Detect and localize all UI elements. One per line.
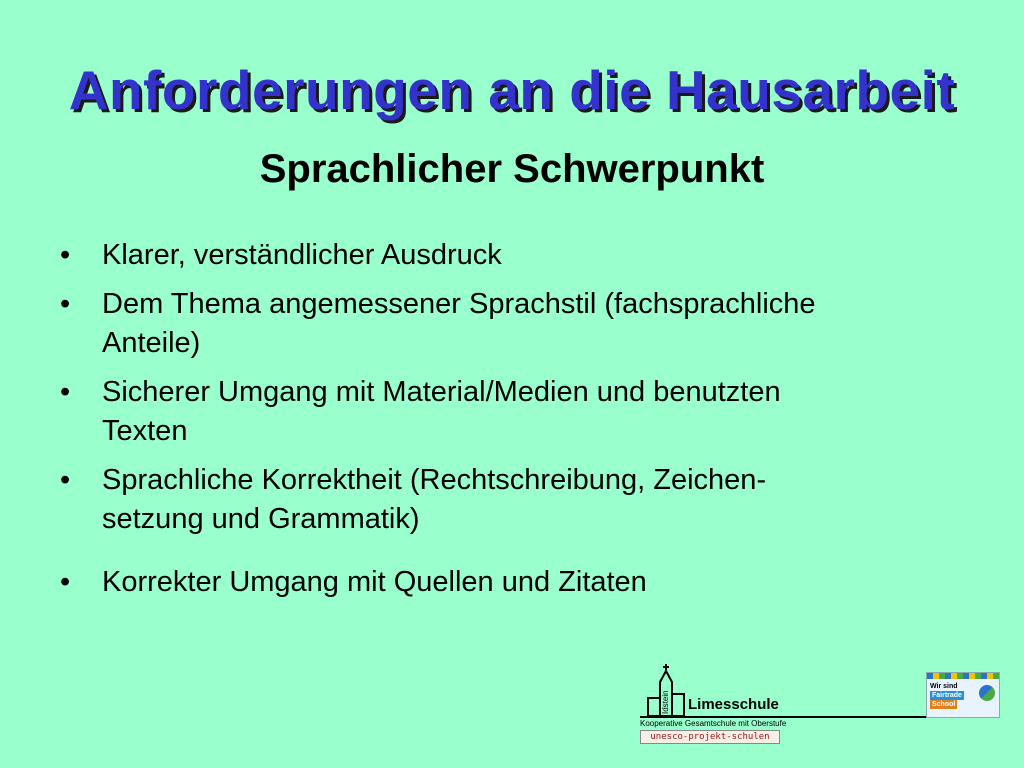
school-logo	[640, 664, 945, 744]
bullet-dot: •	[60, 566, 71, 598]
logo-divider	[640, 716, 942, 718]
bullet-text: Sprachliche Korrektheit (Rechtschreibung, Zeichen-	[102, 464, 767, 496]
unesco-badge: unesco-projekt-schulen	[640, 730, 780, 744]
bullet-text: Korrekter Umgang mit Quellen und Zitaten	[102, 566, 647, 598]
bullet-text: Klarer, verständlicher Ausdruck	[102, 239, 502, 271]
bullet-dot: •	[60, 464, 71, 496]
slide-subtitle: Sprachlicher Schwerpunkt	[259, 147, 765, 191]
bullet-item	[60, 373, 960, 451]
bullet-text-continued: setzung und Grammatik)	[102, 503, 420, 535]
fairtrade-mark-icon	[979, 685, 995, 701]
bullet-text-continued: Anteile)	[102, 327, 201, 359]
bullet-dot: •	[60, 288, 71, 320]
bullet-dot: •	[60, 376, 71, 408]
slide-title: Anforderungen an die Hausarbeit	[68, 59, 956, 121]
bullet-item	[60, 461, 960, 539]
bullet-text: Dem Thema angemessener Sprachstil (fachsprachliche	[102, 288, 816, 320]
fairtrade-line2: Fairtrade	[932, 692, 962, 699]
bullet-item	[60, 563, 960, 602]
school-name: Limesschule	[688, 696, 779, 713]
bullet-item	[60, 285, 960, 363]
fairtrade-school-logo	[926, 672, 1000, 718]
bullet-item	[60, 236, 960, 275]
fairtrade-text	[930, 682, 976, 709]
svg-text:Idstein: Idstein	[661, 690, 670, 714]
bullet-dot: •	[60, 239, 71, 271]
bullet-list	[60, 236, 960, 612]
fairtrade-line3: School	[932, 701, 956, 708]
fairtrade-line1: Wir sind	[930, 683, 958, 690]
church-icon	[646, 664, 686, 718]
school-subline: Kooperative Gesamtschule mit Oberstufe	[640, 719, 787, 728]
fairtrade-stripe	[927, 673, 999, 679]
bullet-text-continued: Texten	[102, 415, 188, 447]
bullet-text: Sicherer Umgang mit Material/Medien und benutzten	[102, 376, 781, 408]
